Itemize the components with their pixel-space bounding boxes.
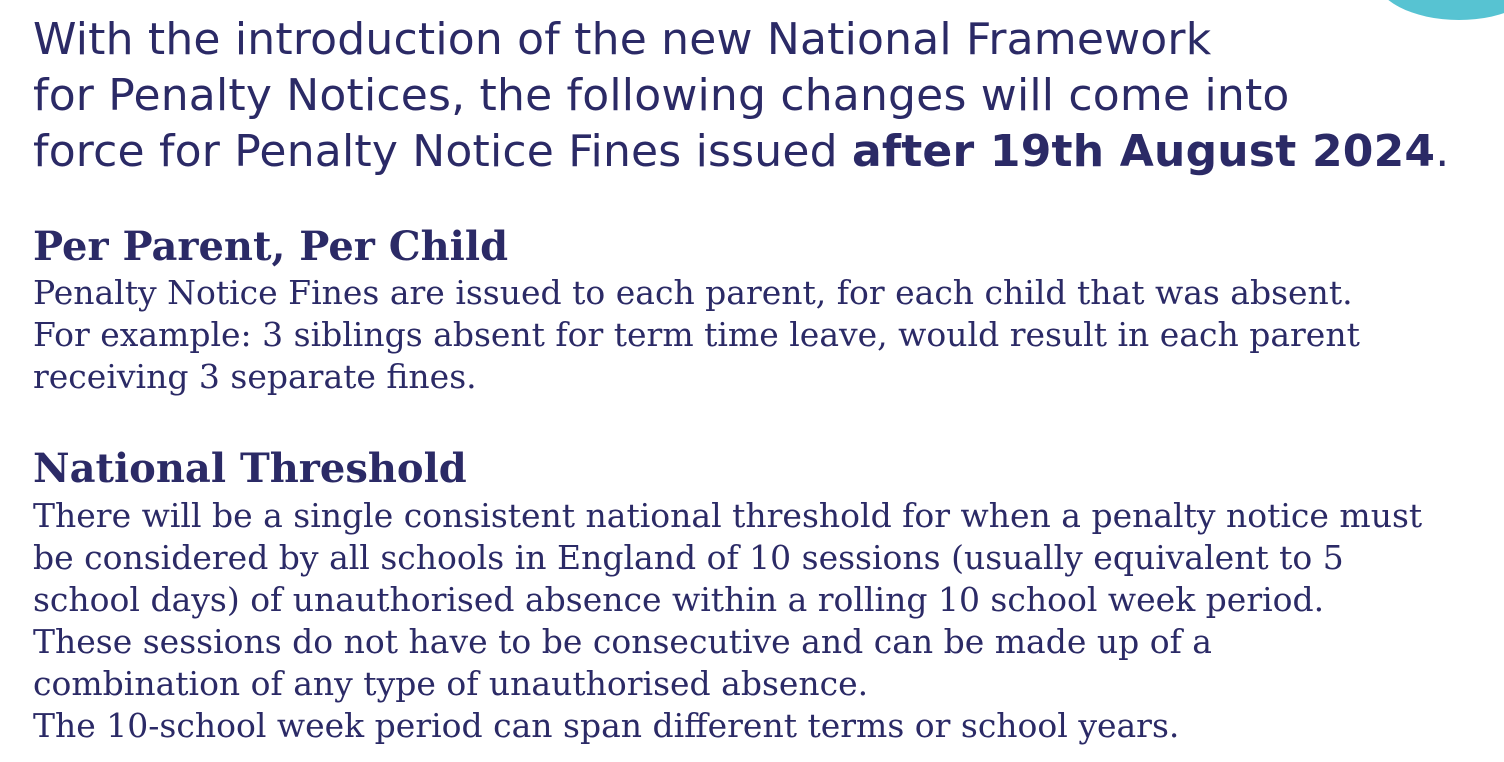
intro-line-1: With the introduction of the new National Framework [33,14,1212,65]
intro-line-3-suffix: . [1435,126,1450,177]
section-national-threshold [33,444,1483,747]
section-body [33,495,1483,747]
section-heading: Per Parent, Per Child [33,223,509,270]
body-line: Penalty Notice Fines are issued to each parent, for each child that was absent. [33,273,1353,312]
body-line: be considered by all schools in England of 10 sessions (usually equivalent to 5 [33,538,1344,577]
section-body [33,272,1483,398]
body-line: The 10-school week period can span different terms or school years. [33,706,1180,745]
body-line: combination of any type of unauthorised absence. [33,664,869,703]
intro-line-3-prefix: force for Penalty Notice Fines issued [33,126,852,177]
body-line: school days) of unauthorised absence within a rolling 10 school week period. [33,580,1325,619]
intro-paragraph [33,12,1473,180]
intro-date-emphasis: after 19th August 2024 [851,126,1436,177]
intro-line-2: for Penalty Notices, the following changes will come into [33,70,1290,121]
body-line: There will be a single consistent national threshold for when a penalty notice must [33,496,1423,535]
section-heading: National Threshold [33,445,467,492]
body-line: For example: 3 siblings absent for term time leave, would result in each parent [33,315,1360,354]
section-per-parent-per-child [33,222,1483,398]
body-line: These sessions do not have to be consecutive and can be made up of a [33,622,1212,661]
body-line: receiving 3 separate fines. [33,357,477,396]
